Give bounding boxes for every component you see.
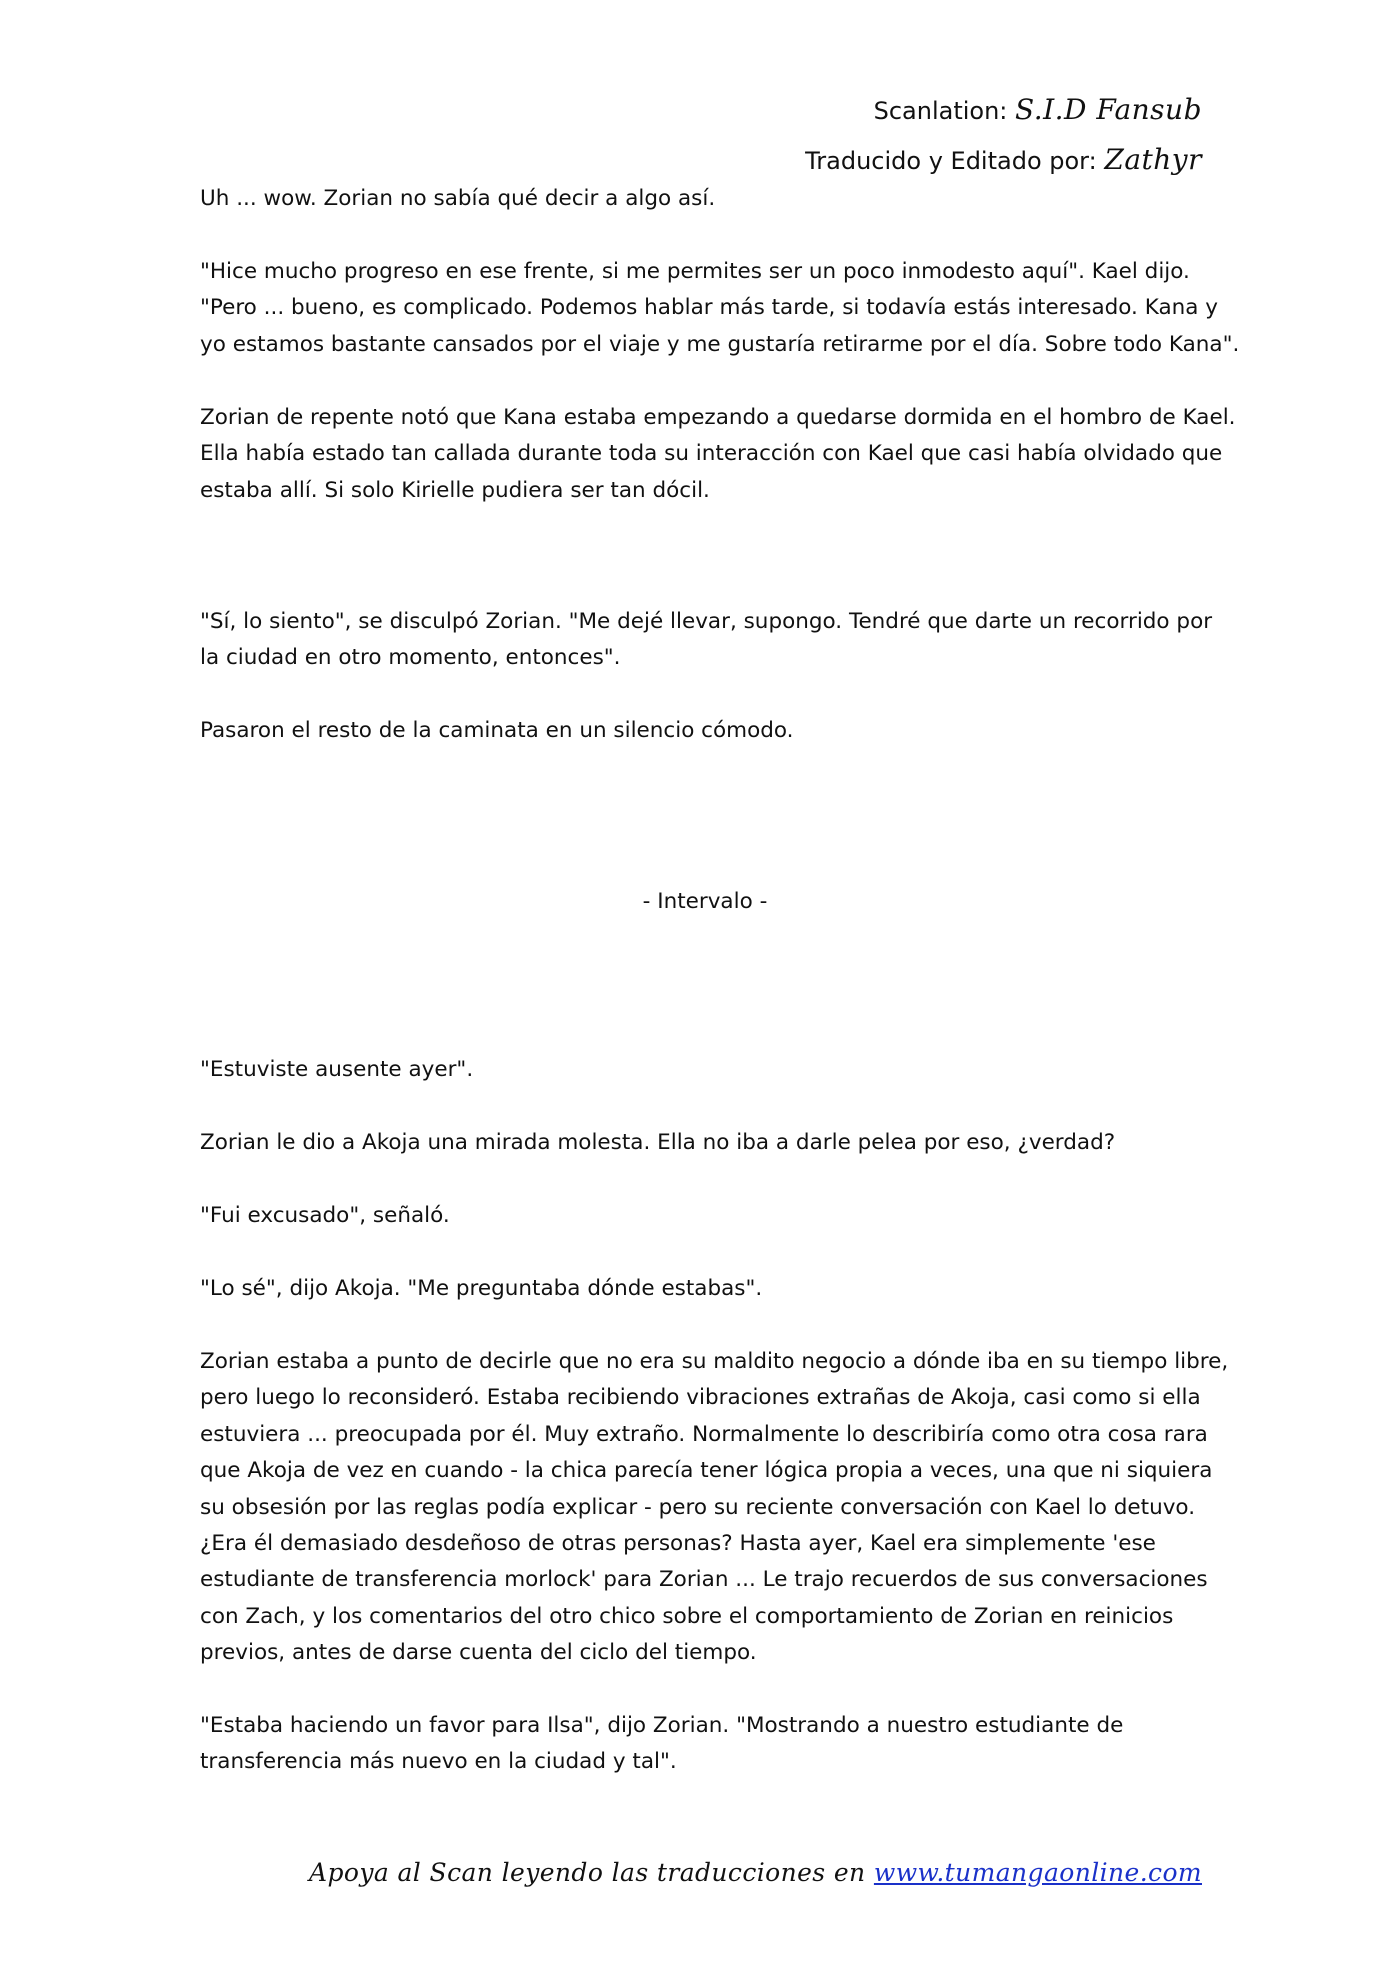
paragraph xyxy=(200,1271,1210,1307)
text-line: yo estamos bastante cansados por el viaje y me gustaría retirarme por el día. Sobre todo Kana". xyxy=(200,331,1240,357)
text-line: su obsesión por las reglas podía explicar - pero su reciente conversación con Kael lo detuvo. xyxy=(200,1494,1196,1520)
paragraph xyxy=(200,181,1210,217)
paragraph xyxy=(200,1344,1229,1672)
text-line: la ciudad en otro momento, entonces". xyxy=(200,645,621,671)
text-line: Uh ... wow. Zorian no sabía qué decir a algo así. xyxy=(200,186,716,211)
translator-credit xyxy=(805,143,1202,176)
section-divider: - Intervalo - xyxy=(642,889,768,914)
footer-support-note xyxy=(309,1858,1202,1887)
text-line: estudiante de transferencia morlock' para Zorian ... Le trajo recuerdos de sus conversaciones xyxy=(200,1567,1208,1593)
footer-text: Apoya al Scan leyendo las traducciones en xyxy=(309,1858,866,1887)
text-line: Pasaron el resto de la caminata en un silencio cómodo. xyxy=(200,718,794,743)
paragraph xyxy=(200,1125,1210,1161)
text-line: "Fui excusado", señaló. xyxy=(200,1203,450,1228)
text-line: "Estuviste ausente ayer". xyxy=(200,1057,474,1082)
text-line: "Pero ... bueno, es complicado. Podemos hablar más tarde, si todavía estás interesado. Kana y xyxy=(200,295,1218,321)
text-line: estuviera ... preocupada por él. Muy extraño. Normalmente lo describiría como otra cosa rara xyxy=(200,1421,1208,1447)
text-line: que Akoja de vez en cuando - la chica parecía tener lógica propia a veces, una que ni siquiera xyxy=(200,1458,1213,1484)
text-line: Zorian le dio a Akoja una mirada molesta. Ella no iba a darle pelea por eso, ¿verdad? xyxy=(200,1130,1116,1155)
text-line: "Estaba haciendo un favor para Ilsa", dijo Zorian. "Mostrando a nuestro estudiante de xyxy=(200,1713,1124,1738)
text-line: con Zach, y los comentarios del otro chico sobre el comportamiento de Zorian en reinicios xyxy=(200,1603,1174,1629)
text-line: Ella había estado tan callada durante toda su interacción con Kael que casi había olvidado que xyxy=(200,441,1223,467)
footer-link[interactable]: www.tumangaonline.com xyxy=(873,1858,1202,1887)
paragraph xyxy=(200,1198,1210,1234)
text-line: "Lo sé", dijo Akoja. "Me preguntaba dónde estabas". xyxy=(200,1276,763,1301)
translator-label: Traducido y Editado por: xyxy=(805,147,1097,175)
text-line: Zorian de repente notó que Kana estaba empezando a quedarse dormida en el hombro de Kael. xyxy=(200,405,1236,430)
text-line: estaba allí. Si solo Kirielle pudiera ser tan dócil. xyxy=(200,477,710,503)
paragraph xyxy=(200,604,1213,677)
paragraph xyxy=(200,1708,1210,1781)
text-line: ¿Era él demasiado desdeñoso de otras personas? Hasta ayer, Kael era simplemente 'ese xyxy=(200,1531,1156,1557)
text-line: "Hice mucho progreso en ese frente, si me permites ser un poco inmodesto aquí". Kael dijo. xyxy=(200,259,1190,284)
paragraph xyxy=(200,713,1210,749)
text-line: transferencia más nuevo en la ciudad y tal". xyxy=(200,1749,677,1775)
scanlation-credit xyxy=(873,93,1202,126)
paragraph xyxy=(200,400,1236,509)
text-line: Zorian estaba a punto de decirle que no era su maldito negocio a dónde iba en su tiempo libre, xyxy=(200,1349,1229,1374)
paragraph xyxy=(200,254,1240,363)
paragraph xyxy=(200,1052,1210,1088)
scanlation-group: S.I.D Fansub xyxy=(1015,93,1202,126)
text-line: pero luego lo reconsideró. Estaba recibiendo vibraciones extrañas de Akoja, casi como si ella xyxy=(200,1385,1201,1411)
text-line: previos, antes de darse cuenta del ciclo del tiempo. xyxy=(200,1640,757,1666)
scanlation-label: Scanlation: xyxy=(873,97,1008,125)
text-line: "Sí, lo siento", se disculpó Zorian. "Me dejé llevar, supongo. Tendré que darte un recorrido por xyxy=(200,609,1213,634)
translator-name: Zathyr xyxy=(1104,143,1202,176)
